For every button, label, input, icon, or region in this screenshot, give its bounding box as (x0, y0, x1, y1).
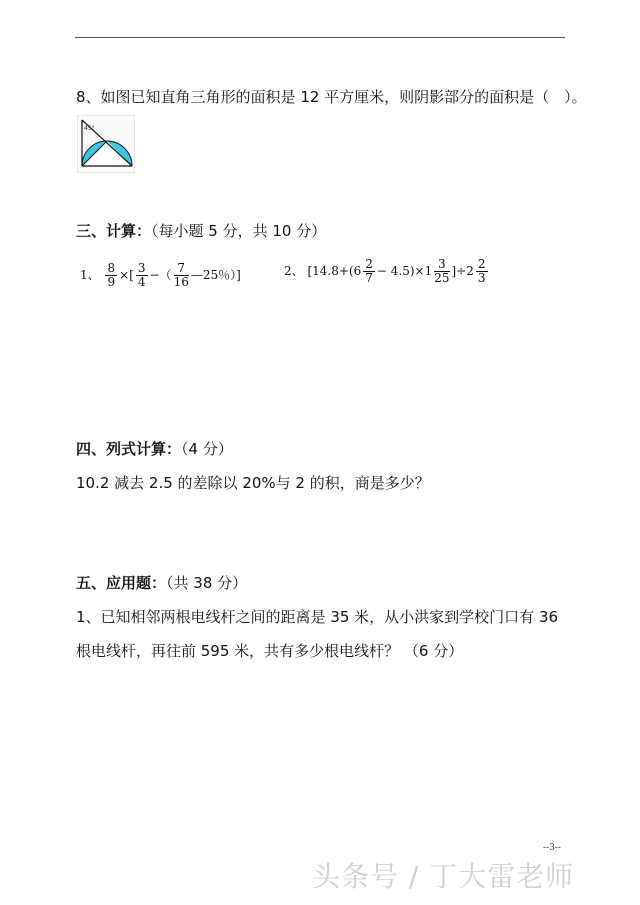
triangle-diagram (78, 116, 134, 172)
problem-2-head: [14.8+(6 (307, 264, 362, 278)
watermark: 头条号 / 丁大雷老师 (312, 860, 575, 893)
fraction-2-7: $\frac{2}{7}$ (365, 257, 373, 285)
fraction-3-4: $\frac{3}{4}$ (137, 261, 146, 289)
calc-problem-2 (284, 258, 490, 285)
section-5-q1-line1: 1、已知相邻两根电线杆之间的距离是 35 米，从小洪家到学校门口有 36 (76, 608, 559, 626)
fraction-3-25: $\frac{3}{25}$ (434, 257, 450, 285)
section-3-note: （每小题 5 分，共 10 分） (151, 222, 327, 240)
fraction-8-9: $\frac{8}{9}$ (107, 261, 116, 289)
question-8: 8、如图已知直角三角形的面积是 12 平方厘米，则阴影部分的面积是（ ）。 (76, 88, 587, 106)
fraction-2-3: $\frac{2}{3}$ (477, 257, 486, 285)
section-5-q1-line2: 根电线杆，再往前 595 米，共有多少根电线杆？ （6 分） (76, 642, 464, 660)
problem-2-mid: − 4.5)×1 (376, 264, 433, 278)
problem-1-minus: −（ (149, 268, 172, 282)
calc-problem-1 (80, 262, 241, 289)
problem-2-div: ]÷2 (451, 264, 474, 278)
section-5-note: （共 38 分） (166, 574, 248, 592)
problem-1-tail: —25％）] (190, 268, 241, 282)
section-5-heading (76, 572, 247, 593)
section-4-question: 10.2 减去 2.5 的差除以 20%与 2 的积，商是多少？ (76, 474, 430, 492)
problem-2-index: 2、 (284, 264, 304, 278)
section-3-heading (76, 220, 326, 241)
section-5-title: 五、应用题： (76, 574, 167, 592)
section-4-title: 四、列式计算： (76, 440, 182, 458)
section-4-note: （4 分） (181, 440, 233, 458)
page-number: --3-- (543, 843, 561, 853)
angle-label: 45° (84, 125, 95, 132)
triangle-figure (77, 115, 135, 173)
section-3-title: 三、计算： (76, 222, 152, 240)
problem-1-index: 1、 (80, 268, 100, 282)
section-4-heading (76, 438, 233, 459)
problem-1-operator: ×[ (119, 268, 134, 282)
top-rule (75, 37, 565, 38)
fraction-7-16: $\frac{7}{16}$ (173, 261, 189, 289)
